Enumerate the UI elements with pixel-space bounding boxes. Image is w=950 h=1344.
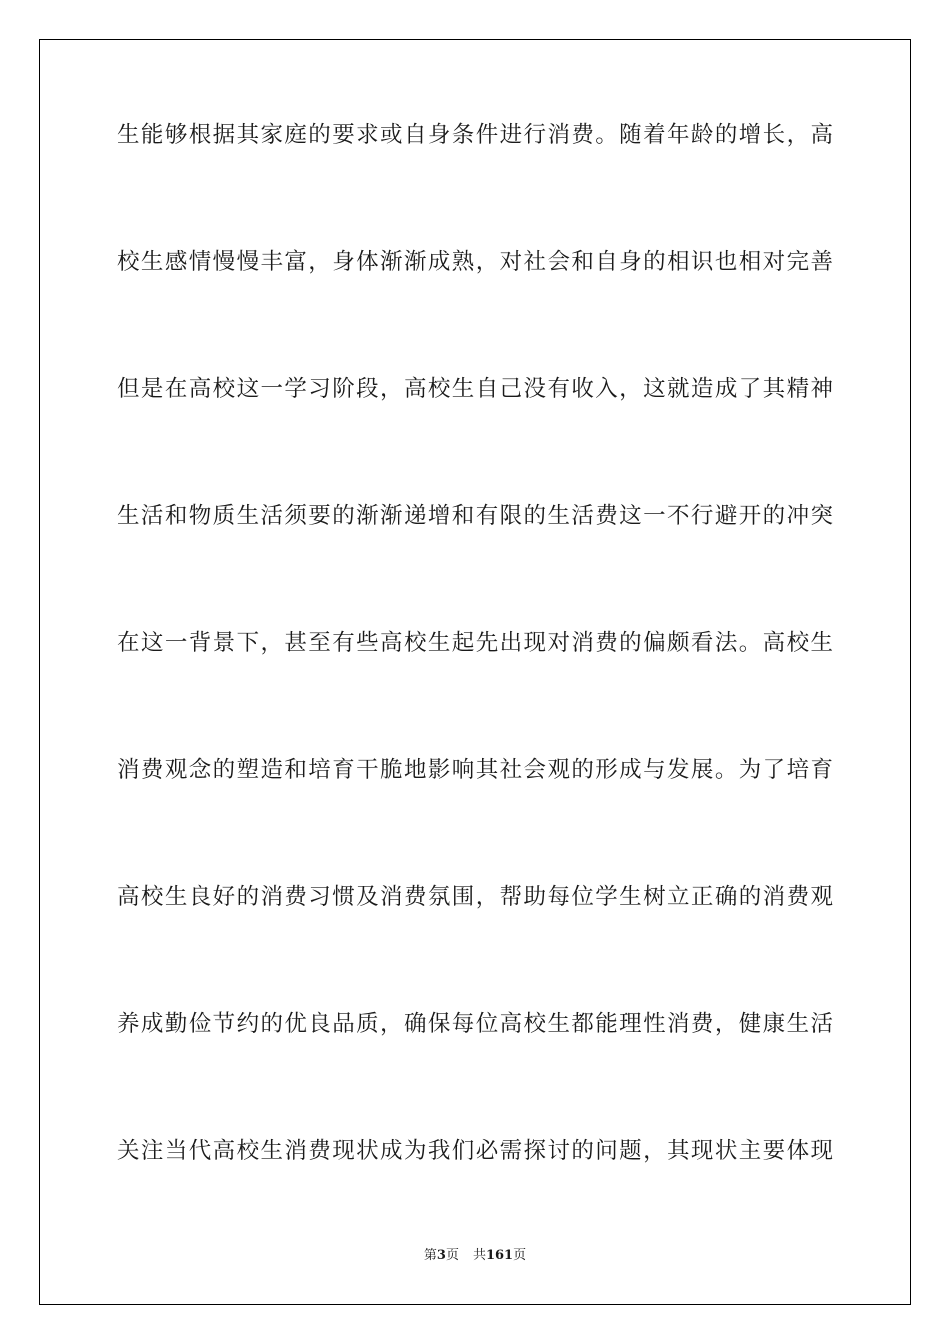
paragraph-line-6: 消费观念的塑造和培育干脆地影响其社会观的形成与发展。为了培育 bbox=[117, 757, 833, 783]
page-footer bbox=[0, 1247, 950, 1265]
footer-total-prefix: 共 bbox=[472, 1248, 486, 1263]
paragraph-line-2: 校生感情慢慢丰富，身体渐渐成熟，对社会和自身的相识也相对完善 bbox=[117, 249, 833, 275]
paragraph-line-8: 养成勤俭节约的优良品质，确保每位高校生都能理性消费，健康生活 bbox=[117, 1011, 833, 1037]
paragraph-line-3: 但是在高校这一学习阶段，高校生自己没有收入，这就造成了其精神 bbox=[117, 376, 833, 402]
footer-page-suffix: 页 bbox=[445, 1248, 459, 1263]
footer-page-number: 3 bbox=[436, 1248, 446, 1263]
paragraph-line-9: 关注当代高校生消费现状成为我们必需探讨的问题，其现状主要体现 bbox=[117, 1138, 833, 1164]
footer-total-suffix: 页 bbox=[513, 1248, 527, 1263]
footer-page-prefix: 第 bbox=[423, 1248, 437, 1263]
document-body bbox=[117, 120, 833, 1263]
paragraph-line-5: 在这一背景下，甚至有些高校生起先出现对消费的偏颇看法。高校生 bbox=[117, 630, 833, 656]
paragraph-line-4: 生活和物质生活须要的渐渐递增和有限的生活费这一不行避开的冲突 bbox=[117, 503, 833, 529]
paragraph-line-7: 高校生良好的消费习惯及消费氛围，帮助每位学生树立正确的消费观 bbox=[117, 884, 833, 910]
footer-total-pages: 161 bbox=[485, 1248, 514, 1263]
paragraph-line-1: 生能够根据其家庭的要求或自身条件进行消费。随着年龄的增长，高 bbox=[117, 122, 833, 148]
